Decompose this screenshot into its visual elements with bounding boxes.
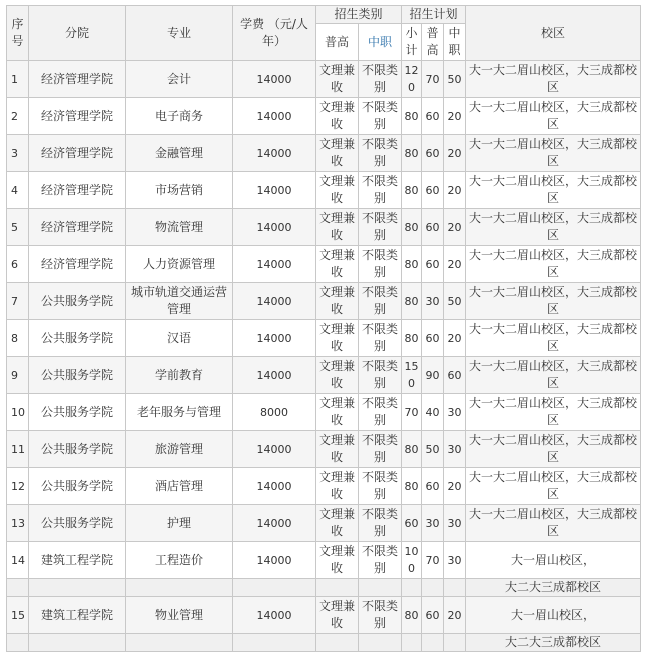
cell-plan-pugao: 60 bbox=[422, 246, 444, 283]
table-row bbox=[7, 505, 641, 542]
cell-empty bbox=[422, 579, 444, 597]
table-row bbox=[7, 320, 641, 357]
cell-campus: 大一大二眉山校区，大三成都校区 bbox=[466, 431, 641, 468]
cell-category-zhongzhi: 不限类别 bbox=[359, 135, 402, 172]
cell-empty bbox=[316, 579, 359, 597]
cell-campus: 大一眉山校区， bbox=[466, 597, 641, 634]
table-row bbox=[7, 135, 641, 172]
cell-seq: 2 bbox=[7, 98, 29, 135]
cell-major: 会计 bbox=[126, 61, 233, 98]
cell-major: 金融管理 bbox=[126, 135, 233, 172]
table-row bbox=[7, 283, 641, 320]
table-row bbox=[7, 98, 641, 135]
cell-college: 公共服务学院 bbox=[29, 431, 126, 468]
cell-category-zhongzhi: 不限类别 bbox=[359, 98, 402, 135]
table-row-continuation bbox=[7, 579, 641, 597]
cell-major: 汉语 bbox=[126, 320, 233, 357]
cell-fee: 14000 bbox=[233, 505, 316, 542]
cell-plan-total: 80 bbox=[402, 431, 422, 468]
cell-college: 经济管理学院 bbox=[29, 246, 126, 283]
cell-college: 公共服务学院 bbox=[29, 357, 126, 394]
cell-plan-total: 80 bbox=[402, 468, 422, 505]
cell-campus: 大一眉山校区， bbox=[466, 542, 641, 579]
cell-seq: 11 bbox=[7, 431, 29, 468]
cell-empty bbox=[444, 579, 466, 597]
table-row bbox=[7, 431, 641, 468]
cell-plan-pugao: 60 bbox=[422, 135, 444, 172]
cell-seq: 4 bbox=[7, 172, 29, 209]
cell-plan-pugao: 50 bbox=[422, 431, 444, 468]
cell-seq: 1 bbox=[7, 61, 29, 98]
cell-plan-pugao: 30 bbox=[422, 505, 444, 542]
header-category: 招生类别 bbox=[316, 6, 402, 24]
cell-campus: 大一大二眉山校区，大三成都校区 bbox=[466, 468, 641, 505]
cell-plan-zhongzhi: 20 bbox=[444, 246, 466, 283]
table-row bbox=[7, 597, 641, 634]
cell-major: 物流管理 bbox=[126, 209, 233, 246]
cell-fee: 14000 bbox=[233, 320, 316, 357]
cell-category-pugao: 文理兼收 bbox=[316, 246, 359, 283]
header-plan-total: 小计 bbox=[402, 24, 422, 61]
cell-college: 建筑工程学院 bbox=[29, 597, 126, 634]
cell-plan-zhongzhi: 20 bbox=[444, 597, 466, 634]
cell-fee: 14000 bbox=[233, 209, 316, 246]
cell-campus: 大一大二眉山校区，大三成都校区 bbox=[466, 61, 641, 98]
cell-seq: 10 bbox=[7, 394, 29, 431]
cell-empty bbox=[422, 634, 444, 652]
cell-plan-total: 80 bbox=[402, 172, 422, 209]
cell-fee: 14000 bbox=[233, 61, 316, 98]
cell-campus: 大一大二眉山校区，大三成都校区 bbox=[466, 320, 641, 357]
cell-plan-total: 60 bbox=[402, 505, 422, 542]
cell-plan-zhongzhi: 20 bbox=[444, 135, 466, 172]
cell-category-pugao: 文理兼收 bbox=[316, 61, 359, 98]
header-category-pugao: 普高 bbox=[316, 24, 359, 61]
cell-plan-total: 70 bbox=[402, 394, 422, 431]
cell-campus: 大一大二眉山校区，大三成都校区 bbox=[466, 283, 641, 320]
cell-seq: 6 bbox=[7, 246, 29, 283]
cell-fee: 14000 bbox=[233, 246, 316, 283]
cell-plan-pugao: 60 bbox=[422, 468, 444, 505]
cell-empty bbox=[7, 579, 29, 597]
cell-empty bbox=[7, 634, 29, 652]
header-category-zhongzhi: 中职 bbox=[359, 24, 402, 61]
table-row bbox=[7, 542, 641, 579]
cell-college: 公共服务学院 bbox=[29, 505, 126, 542]
cell-plan-total: 120 bbox=[402, 61, 422, 98]
cell-category-pugao: 文理兼收 bbox=[316, 283, 359, 320]
cell-plan-zhongzhi: 50 bbox=[444, 61, 466, 98]
cell-seq: 5 bbox=[7, 209, 29, 246]
cell-fee: 14000 bbox=[233, 135, 316, 172]
cell-campus-extra: 大二大三成都校区 bbox=[466, 579, 641, 597]
cell-plan-zhongzhi: 20 bbox=[444, 209, 466, 246]
cell-plan-pugao: 70 bbox=[422, 61, 444, 98]
cell-category-pugao: 文理兼收 bbox=[316, 542, 359, 579]
cell-college: 经济管理学院 bbox=[29, 172, 126, 209]
cell-category-zhongzhi: 不限类别 bbox=[359, 431, 402, 468]
header-plan-pugao: 普高 bbox=[422, 24, 444, 61]
cell-major: 市场营销 bbox=[126, 172, 233, 209]
enrollment-table bbox=[6, 5, 641, 652]
cell-plan-total: 80 bbox=[402, 320, 422, 357]
cell-major: 酒店管理 bbox=[126, 468, 233, 505]
cell-plan-pugao: 60 bbox=[422, 98, 444, 135]
cell-plan-zhongzhi: 20 bbox=[444, 98, 466, 135]
cell-college: 经济管理学院 bbox=[29, 98, 126, 135]
table-row bbox=[7, 394, 641, 431]
cell-campus: 大一大二眉山校区，大三成都校区 bbox=[466, 246, 641, 283]
cell-major: 物业管理 bbox=[126, 597, 233, 634]
cell-category-pugao: 文理兼收 bbox=[316, 468, 359, 505]
cell-major: 学前教育 bbox=[126, 357, 233, 394]
cell-plan-zhongzhi: 30 bbox=[444, 505, 466, 542]
cell-category-zhongzhi: 不限类别 bbox=[359, 597, 402, 634]
cell-campus: 大一大二眉山校区，大三成都校区 bbox=[466, 172, 641, 209]
cell-category-zhongzhi: 不限类别 bbox=[359, 505, 402, 542]
table-row-continuation bbox=[7, 634, 641, 652]
cell-category-pugao: 文理兼收 bbox=[316, 172, 359, 209]
table-row bbox=[7, 357, 641, 394]
table-row bbox=[7, 61, 641, 98]
cell-category-zhongzhi: 不限类别 bbox=[359, 61, 402, 98]
cell-fee: 14000 bbox=[233, 542, 316, 579]
cell-plan-pugao: 90 bbox=[422, 357, 444, 394]
cell-empty bbox=[444, 634, 466, 652]
cell-plan-total: 80 bbox=[402, 209, 422, 246]
cell-seq: 7 bbox=[7, 283, 29, 320]
header-fee: 学费 （元/人年） bbox=[233, 6, 316, 61]
cell-category-zhongzhi: 不限类别 bbox=[359, 394, 402, 431]
cell-seq: 12 bbox=[7, 468, 29, 505]
cell-campus: 大一大二眉山校区，大三成都校区 bbox=[466, 394, 641, 431]
cell-plan-pugao: 60 bbox=[422, 320, 444, 357]
cell-category-zhongzhi: 不限类别 bbox=[359, 172, 402, 209]
cell-major: 城市轨道交通运营管理 bbox=[126, 283, 233, 320]
cell-category-pugao: 文理兼收 bbox=[316, 357, 359, 394]
header-seq: 序号 bbox=[7, 6, 29, 61]
cell-category-pugao: 文理兼收 bbox=[316, 98, 359, 135]
cell-plan-zhongzhi: 30 bbox=[444, 431, 466, 468]
cell-category-pugao: 文理兼收 bbox=[316, 505, 359, 542]
cell-fee: 14000 bbox=[233, 283, 316, 320]
cell-empty bbox=[359, 579, 402, 597]
cell-plan-zhongzhi: 60 bbox=[444, 357, 466, 394]
cell-college: 公共服务学院 bbox=[29, 320, 126, 357]
cell-category-pugao: 文理兼收 bbox=[316, 320, 359, 357]
cell-fee: 14000 bbox=[233, 98, 316, 135]
cell-plan-pugao: 40 bbox=[422, 394, 444, 431]
cell-category-pugao: 文理兼收 bbox=[316, 135, 359, 172]
cell-campus: 大一大二眉山校区，大三成都校区 bbox=[466, 357, 641, 394]
cell-plan-total: 80 bbox=[402, 246, 422, 283]
cell-category-pugao: 文理兼收 bbox=[316, 394, 359, 431]
cell-major: 人力资源管理 bbox=[126, 246, 233, 283]
cell-seq: 8 bbox=[7, 320, 29, 357]
cell-plan-pugao: 60 bbox=[422, 172, 444, 209]
cell-college: 经济管理学院 bbox=[29, 209, 126, 246]
cell-empty bbox=[359, 634, 402, 652]
cell-campus-extra: 大二大三成都校区 bbox=[466, 634, 641, 652]
cell-plan-total: 150 bbox=[402, 357, 422, 394]
cell-fee: 14000 bbox=[233, 468, 316, 505]
cell-plan-zhongzhi: 30 bbox=[444, 394, 466, 431]
cell-seq: 14 bbox=[7, 542, 29, 579]
cell-category-zhongzhi: 不限类别 bbox=[359, 283, 402, 320]
cell-category-pugao: 文理兼收 bbox=[316, 597, 359, 634]
cell-plan-zhongzhi: 50 bbox=[444, 283, 466, 320]
cell-plan-total: 80 bbox=[402, 98, 422, 135]
cell-fee: 14000 bbox=[233, 597, 316, 634]
cell-college: 公共服务学院 bbox=[29, 283, 126, 320]
cell-plan-total: 80 bbox=[402, 283, 422, 320]
cell-empty bbox=[402, 634, 422, 652]
cell-major: 工程造价 bbox=[126, 542, 233, 579]
cell-fee: 8000 bbox=[233, 394, 316, 431]
cell-seq: 3 bbox=[7, 135, 29, 172]
cell-seq: 9 bbox=[7, 357, 29, 394]
table-row bbox=[7, 172, 641, 209]
header-college: 分院 bbox=[29, 6, 126, 61]
cell-campus: 大一大二眉山校区，大三成都校区 bbox=[466, 505, 641, 542]
table-row bbox=[7, 468, 641, 505]
cell-category-pugao: 文理兼收 bbox=[316, 431, 359, 468]
cell-category-zhongzhi: 不限类别 bbox=[359, 320, 402, 357]
cell-plan-pugao: 60 bbox=[422, 597, 444, 634]
cell-empty bbox=[402, 579, 422, 597]
cell-category-zhongzhi: 不限类别 bbox=[359, 209, 402, 246]
cell-campus: 大一大二眉山校区，大三成都校区 bbox=[466, 209, 641, 246]
cell-empty bbox=[29, 634, 126, 652]
cell-plan-pugao: 60 bbox=[422, 209, 444, 246]
cell-plan-pugao: 70 bbox=[422, 542, 444, 579]
cell-category-pugao: 文理兼收 bbox=[316, 209, 359, 246]
cell-empty bbox=[126, 634, 233, 652]
cell-college: 公共服务学院 bbox=[29, 394, 126, 431]
cell-plan-zhongzhi: 20 bbox=[444, 468, 466, 505]
cell-college: 公共服务学院 bbox=[29, 468, 126, 505]
cell-empty bbox=[126, 579, 233, 597]
cell-category-zhongzhi: 不限类别 bbox=[359, 357, 402, 394]
cell-major: 旅游管理 bbox=[126, 431, 233, 468]
table-row bbox=[7, 246, 641, 283]
cell-empty bbox=[233, 579, 316, 597]
cell-plan-zhongzhi: 30 bbox=[444, 542, 466, 579]
cell-plan-zhongzhi: 20 bbox=[444, 320, 466, 357]
table-row bbox=[7, 209, 641, 246]
cell-major: 电子商务 bbox=[126, 98, 233, 135]
cell-campus: 大一大二眉山校区，大三成都校区 bbox=[466, 135, 641, 172]
cell-major: 老年服务与管理 bbox=[126, 394, 233, 431]
cell-category-zhongzhi: 不限类别 bbox=[359, 246, 402, 283]
cell-plan-pugao: 30 bbox=[422, 283, 444, 320]
cell-category-zhongzhi: 不限类别 bbox=[359, 468, 402, 505]
cell-empty bbox=[29, 579, 126, 597]
cell-seq: 13 bbox=[7, 505, 29, 542]
cell-category-zhongzhi: 不限类别 bbox=[359, 542, 402, 579]
table-body bbox=[7, 6, 641, 652]
cell-college: 经济管理学院 bbox=[29, 135, 126, 172]
cell-fee: 14000 bbox=[233, 357, 316, 394]
cell-fee: 14000 bbox=[233, 172, 316, 209]
header-campus: 校区 bbox=[466, 6, 641, 61]
cell-college: 建筑工程学院 bbox=[29, 542, 126, 579]
header-plan-zhongzhi: 中职 bbox=[444, 24, 466, 61]
cell-plan-total: 80 bbox=[402, 597, 422, 634]
cell-empty bbox=[316, 634, 359, 652]
cell-plan-total: 80 bbox=[402, 135, 422, 172]
cell-fee: 14000 bbox=[233, 431, 316, 468]
cell-empty bbox=[233, 634, 316, 652]
header-plan: 招生计划 bbox=[402, 6, 466, 24]
cell-seq: 15 bbox=[7, 597, 29, 634]
cell-campus: 大一大二眉山校区，大三成都校区 bbox=[466, 98, 641, 135]
header-row-top bbox=[7, 6, 641, 24]
cell-college: 经济管理学院 bbox=[29, 61, 126, 98]
cell-plan-total: 100 bbox=[402, 542, 422, 579]
cell-plan-zhongzhi: 20 bbox=[444, 172, 466, 209]
header-major: 专业 bbox=[126, 6, 233, 61]
cell-major: 护理 bbox=[126, 505, 233, 542]
